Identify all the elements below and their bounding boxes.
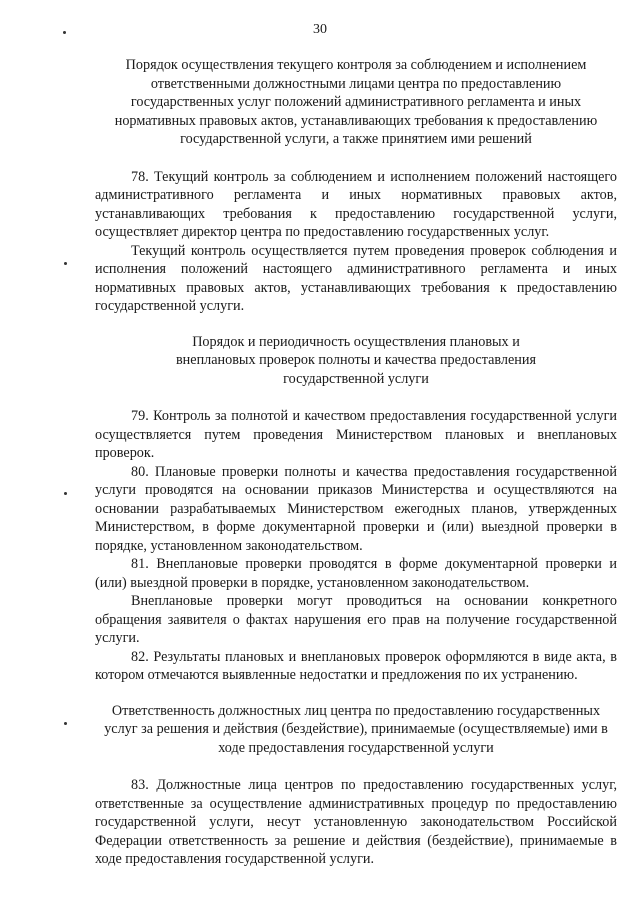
paragraph-80: 80. Плановые проверки полноты и качества предоставления государственной услуги проводятся на основании приказов Министерства и осуществляются на основании разрабатываемых Министерством ежегодных планов, утвержденных Министерством, в форме документарной проверки и (или) выездной проверки в порядке, установленном законодательством. xyxy=(95,463,617,554)
paragraph-81-continued: Внеплановые проверки могут проводиться на основании конкретного обращения заявителя о фактах нарушения его прав на получение государственной услуги. xyxy=(95,593,617,646)
section-heading-inspections: Порядок и периодичность осуществления плановых и внеплановых проверок полноты и качества предоставления государственной услуги xyxy=(175,333,536,387)
section-heading-responsibility: Ответственность должностных лиц центра по предоставлению государственных услуг за решения и действия (бездействие), принимаемые (осуществляемые) ими в ходе предоставления государственной услуги xyxy=(104,702,608,756)
document-body xyxy=(95,56,617,869)
paragraph-82: 82. Результаты плановых и внеплановых проверок оформляются в виде акта, в котором отмечаются выявленные недостатки и предложения по их устранению. xyxy=(95,648,617,683)
section-heading-current-control: Порядок осуществления текущего контроля за соблюдением и исполнением ответственными должностными лицами центра по предоставлению государственных услуг положений административного регламента и иных нормативных правовых актов, устанавливающих требования к предоставлению государственной услуги, а также принятием ими решений xyxy=(114,57,598,147)
paragraph-83: 83. Должностные лица центров по предоставлению государственных услуг, ответственные за осуществление административных процедур по предоставлению государственной услуги, несут установленную законодательством Российской Федерации ответственность за решение и действия (бездействие), принимаемые в ходе предоставления государственной услуги. xyxy=(95,777,617,867)
paragraph-78: 78. Текущий контроль за соблюдением и исполнением положений настоящего административного регламента и иных нормативных правовых актов, устанавливающих требования к предоставлению государственной услуги, осуществляет директор центра по предоставлению государственных услуг. xyxy=(95,168,617,240)
scan-mark-dot xyxy=(64,722,67,725)
scan-mark-dot xyxy=(64,262,67,265)
paragraph-79: 79. Контроль за полнотой и качеством предоставления государственной услуги осуществляется путем проведения Министерством плановых и внеплановых проверок. xyxy=(95,408,617,461)
page-number: 30 xyxy=(313,22,327,37)
scan-mark-dot xyxy=(63,31,66,34)
scan-mark-dot xyxy=(64,492,67,495)
paragraph-81: 81. Внеплановые проверки проводятся в форме документарной проверки и (или) выездной проверки в порядке, установленном законодательством. xyxy=(95,556,617,591)
paragraph-78-continued: Текущий контроль осуществляется путем проведения проверок соблюдения и исполнения положений настоящего административного регламента и иных нормативных правовых актов, устанавливающих требования к предоставлению государственной услуги. xyxy=(95,242,617,314)
